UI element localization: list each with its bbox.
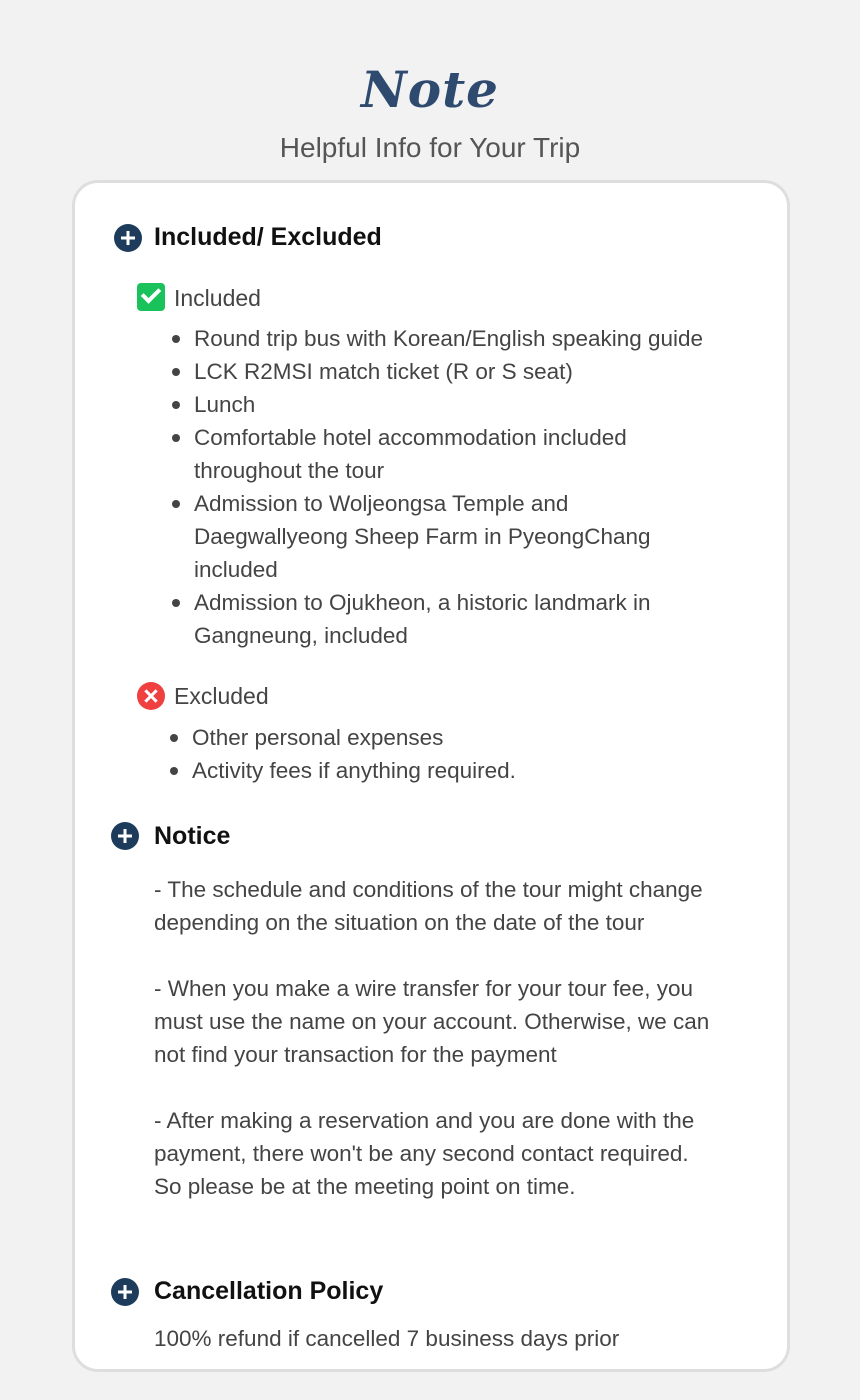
- section-title-notice[interactable]: Notice: [154, 822, 231, 850]
- list-item: Admission to Woljeongsa Temple and Daegwallyeong Sheep Farm in PyeongChang included: [172, 487, 694, 586]
- plus-circle-icon[interactable]: [111, 822, 139, 850]
- check-box-icon: [137, 283, 165, 311]
- list-item: Admission to Ojukheon, a historic landmark in Gangneung, included: [172, 586, 719, 652]
- list-item: Round trip bus with Korean/English speaking guide: [172, 322, 762, 355]
- excluded-list: [170, 721, 760, 787]
- notice-paragraph: - When you make a wire transfer for your tour fee, you must use the name on your account. Otherwise, we can not find your transaction for the payment: [154, 976, 710, 1067]
- list-item: Other personal expenses: [170, 721, 760, 754]
- plus-circle-icon[interactable]: [114, 224, 142, 252]
- plus-circle-icon[interactable]: [111, 1278, 139, 1306]
- list-item: Activity fees if anything required.: [170, 754, 760, 787]
- notice-paragraph: - The schedule and conditions of the tour might change depending on the situation on the date of the tour: [154, 877, 703, 935]
- excluded-label: Excluded: [174, 683, 269, 709]
- included-list: [172, 322, 762, 652]
- section-title-included-excluded[interactable]: Included/ Excluded: [154, 223, 382, 251]
- list-item: Lunch: [172, 388, 762, 421]
- info-card: [72, 180, 790, 1372]
- x-circle-icon: [137, 682, 165, 710]
- notice-paragraph: - After making a reservation and you are done with the payment, there won't be any second contact required. So please be at the meeting point on time.: [154, 1108, 695, 1199]
- list-item: Comfortable hotel accommodation included throughout the tour: [172, 421, 694, 487]
- included-label: Included: [174, 285, 261, 311]
- list-item: LCK R2MSI match ticket (R or S seat): [172, 355, 762, 388]
- page-title: Note: [361, 60, 499, 119]
- cancellation-text: 100% refund if cancelled 7 business days prior: [154, 1326, 620, 1351]
- section-title-cancellation[interactable]: Cancellation Policy: [154, 1277, 384, 1305]
- page-subtitle: Helpful Info for Your Trip: [279, 132, 581, 163]
